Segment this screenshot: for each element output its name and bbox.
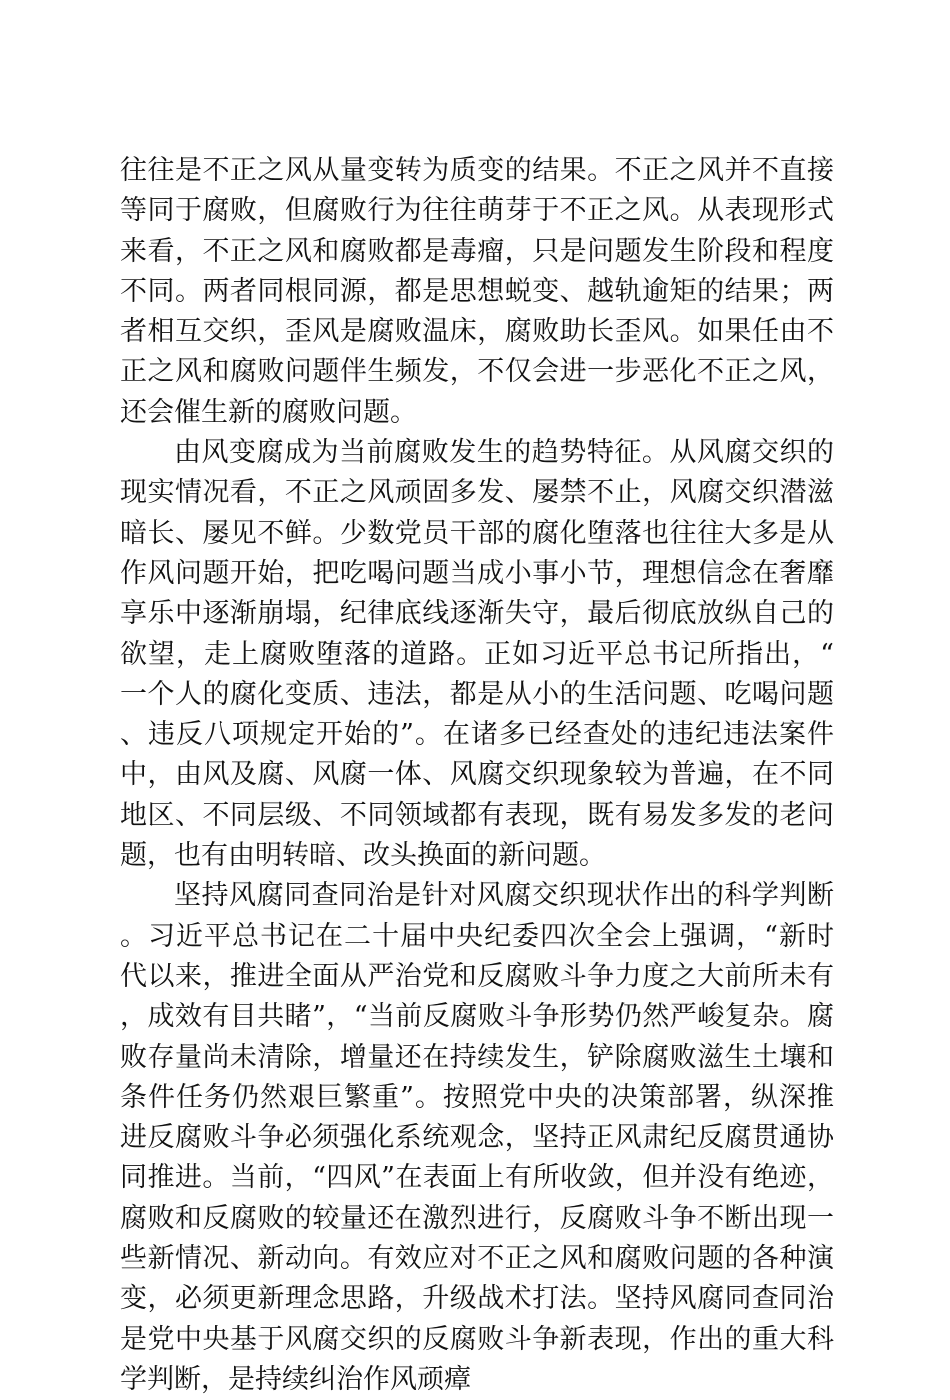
paragraph-3: 坚持风腐同查同治是针对风腐交织现状作出的科学判断。习近平总书记在二十届中央纪委四次全会上强调，“新时代以来，推进全面从严治党和反腐败斗争力度之大前所未有，成效有目共睹”，“当前反腐败斗争形势仍然严峻复杂。腐败存量尚未清除，增量还在持续发生，铲除腐败滋生土壤和条件任务仍然艰巨繁重”。按照党中央的决策部署，纵深推进反腐败斗争必须强化系统观念，坚持正风肃纪反腐贯通协同推进。当前，“四风”在表面上有所收敛，但并没有绝迹，腐败和反腐败的较量还在激烈进行，反腐败斗争不断出现一些新情况、新动向。有效应对不正之风和腐败问题的各种演变，必须更新理念思路，升级战术打法。坚持风腐同查同治是党中央基于风腐交织的反腐败斗争新表现，作出的重大科学判断，是持续纠治作风顽瘴 — [120, 880, 834, 1395]
paragraph-2: 由风变腐成为当前腐败发生的趋势特征。从风腐交织的现实情况看，不正之风顽固多发、屡禁不止，风腐交织潜滋暗长、屡见不鲜。少数党员干部的腐化堕落也往往大多是从作风问题开始，把吃喝问题当成小事小节，理想信念在奢靡享乐中逐渐崩塌，纪律底线逐渐失守，最后彻底放纵自己的欲望，走上腐败堕落的道路。正如习近平总书记所指出，“一个人的腐化变质、违法，都是从小的生活问题、吃喝问题、违反八项规定开始的”。在诸多已经查处的违纪违法案件中，由风及腐、风腐一体、风腐交织现象较为普遍，在不同地区、不同层级、不同领域都有表现，既有易发多发的老问题，也有由明转暗、改头换面的新问题。 — [120, 437, 834, 872]
paragraph-1: 往往是不正之风从量变转为质变的结果。不正之风并不直接等同于腐败，但腐败行为往往萌芽于不正之风。从表现形式来看，不正之风和腐败都是毒瘤，只是问题发生阶段和程度不同。两者同根同源，都是思想蜕变、越轨逾矩的结果；两者相互交织，歪风是腐败温床，腐败助长歪风。如果任由不正之风和腐败问题伴生频发，不仅会进一步恶化不正之风，还会催生新的腐败问题。 — [120, 155, 834, 428]
document-page — [120, 151, 834, 1400]
